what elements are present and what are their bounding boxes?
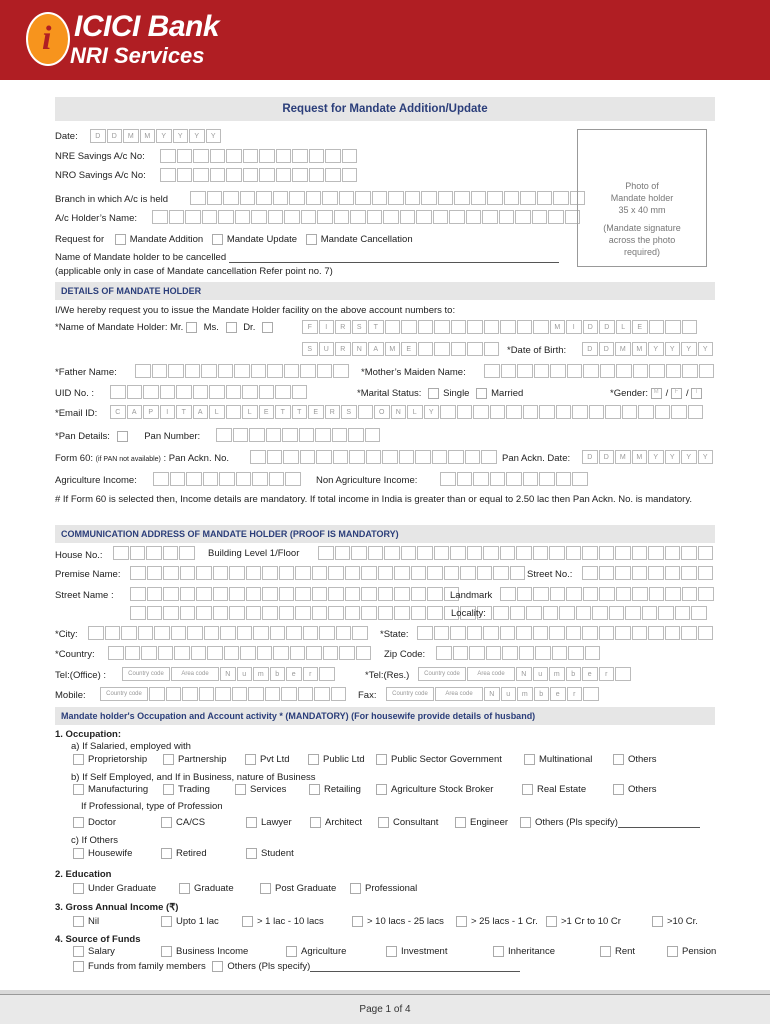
src-checkbox[interactable] [73,961,84,972]
occ-option: Real Estate [537,784,587,796]
occ-option: Retailing [324,784,361,796]
occ-option: Engineer [470,817,509,829]
building-input[interactable] [176,546,209,560]
street-no-label: Street No.: [527,569,573,580]
occ-option: Trading [178,784,210,796]
dr-label: Dr. [243,322,256,334]
occ-prof-options [455,817,508,828]
occ-checkbox[interactable] [455,817,466,828]
street-name-input[interactable] [130,587,460,601]
inc-option: >1 Cr to 10 Cr [561,916,621,928]
occ-prof-options [378,817,438,828]
inc-option: Nil [88,916,100,928]
form-title: Request for Mandate Addition/Update [55,97,715,121]
cancel-name-row [55,252,559,263]
edu-options [260,883,336,894]
name-title-row [55,322,277,333]
pan-row [55,431,200,442]
occ-checkbox[interactable] [161,817,172,828]
section-comm-heading: COMMUNICATION ADDRESS OF MANDATE HOLDER (PROOF IS MANDATORY) [55,525,715,543]
photo-text: (Mandate signature [603,223,681,233]
occupation-heading: 1. Occupation: [55,729,121,740]
date-box[interactable]: D [90,129,106,143]
mandate-update-label: Mandate Update [226,234,298,246]
src-checkbox[interactable] [667,946,678,957]
src-checkbox[interactable] [212,961,223,972]
occ-checkbox[interactable] [73,817,84,828]
occ-option: Manufacturing [88,784,149,796]
agri-label: Agriculture Income: [55,475,137,486]
inc-checkbox[interactable] [73,916,84,927]
inc-checkbox[interactable] [546,916,557,927]
city-label: *City: [55,629,78,640]
request-for-label: Request for [55,234,105,246]
photo-text: across the photo [608,235,676,245]
bank-subtitle: NRI Services [70,43,205,68]
inc-options [73,916,99,927]
occ-prof-options [520,817,700,828]
pan-ackn-date-label: Pan Ackn. Date: [502,453,571,464]
occ-option: Proprietorship [88,754,148,766]
occ-option: Consultant [393,817,439,829]
mr-checkbox[interactable] [186,322,197,333]
occ-option: Multinational [539,754,593,766]
uid-label: UID No. : [55,388,95,399]
occ-checkbox[interactable] [378,817,389,828]
occ-b-options [235,784,286,795]
src-option: Funds from family members [88,961,206,973]
occ-checkbox[interactable] [245,754,256,765]
src-checkbox[interactable] [493,946,504,957]
gender-row: *Gender: M / F / T [610,388,706,399]
nonagri-label: Non Agriculture Income: [316,475,418,486]
pan-checkbox[interactable] [117,431,128,442]
src-options [386,946,447,957]
mobile-label: Mobile: [55,690,86,701]
mother-label: *Mother’s Maiden Name: [361,367,466,378]
pan-number-label: Pan Number: [144,431,201,443]
src-options [73,946,115,957]
src-option: Pension [682,946,717,958]
mother-name-input[interactable] [484,364,715,378]
occ-checkbox[interactable] [163,784,174,795]
occ-option: Partnership [178,754,227,766]
src-options [493,946,555,957]
bank-name: ICICI Bank [74,10,220,43]
gender-label: *Gender: [610,388,649,400]
edu-checkbox[interactable] [350,883,361,894]
occ-option: Doctor [88,817,116,829]
occ-checkbox[interactable] [613,784,624,795]
src-option: Salary [88,946,115,958]
source-heading: 4. Source of Funds [55,934,141,945]
occ-option: Others [628,754,657,766]
form60-row [55,453,229,464]
request-for-row [55,234,413,245]
state-label: *State: [380,629,409,640]
occ-checkbox[interactable] [613,754,624,765]
photo-text: Mandate holder [610,193,674,203]
name-label: *Name of Mandate Holder: Mr. [55,322,184,334]
src-checkbox[interactable] [161,946,172,957]
pan-ackn-date-input[interactable]: D D M M Y Y Y Y [582,450,714,464]
tel-res-input[interactable]: Country code Area code N u m b e r [418,667,632,681]
date-box[interactable]: Y [189,129,205,143]
occ-a-options [308,754,365,765]
inc-options [456,916,538,927]
inc-checkbox[interactable] [242,916,253,927]
footer [0,990,770,1024]
occ-option: Agriculture Stock Broker [391,784,494,796]
occ-a-options [73,754,147,765]
occ-option: CA/CS [176,817,206,829]
landmark-label: Landmark [450,590,493,601]
form60-note-text: # If Form 60 is selected then, Income details are mandatory. If total income in India is greater than or equal to 2.50 lac then Pan Ackn. No. is mandatory. [55,494,693,505]
occ-option: Lawyer [261,817,292,829]
occ-option: Services [250,784,287,796]
inc-checkbox[interactable] [652,916,663,927]
inc-option: > 1 lac - 10 lacs [257,916,324,928]
src-checkbox[interactable] [286,946,297,957]
occ-option: Others (Pls specify) [535,817,618,829]
zip-label: Zip Code: [384,649,426,660]
building-label: Building Level 1/Floor [208,548,300,559]
father-name-input[interactable] [135,364,350,378]
nre-account-input[interactable] [160,149,358,163]
cancel-note: (applicable only in case of Mandate cancellation Refer point no. 7) [55,266,333,277]
nro-account-input[interactable] [160,168,358,182]
edu-options [350,883,417,894]
city-input[interactable] [88,626,369,640]
occ-c-options [246,848,294,859]
occ-option: Others [628,784,657,796]
mobile-input[interactable]: Country code [100,687,347,701]
occ-option: Public Sector Government [391,754,502,766]
occ-c-label: c) If Others [71,835,118,846]
occ-a-options [613,754,657,765]
occ-checkbox[interactable] [520,817,531,828]
occ-checkbox[interactable] [163,754,174,765]
form60-note: (if PAN not available) [95,456,161,463]
edu-option: Graduate [194,883,234,895]
edu-checkbox[interactable] [260,883,271,894]
occ-a-options [163,754,227,765]
street-name-label: Street Name : [55,590,114,601]
country-label: *Country: [55,649,95,660]
edu-options [73,883,156,894]
single-label: Single [443,388,470,400]
tel-res-label: *Tel:(Res.) [365,670,410,681]
occ-checkbox[interactable] [376,784,387,795]
gender-m-checkbox[interactable]: M [651,388,662,399]
occ-b-options [522,784,586,795]
branch-label: Branch in which A/c is held [55,194,169,205]
gender-t-checkbox[interactable]: T [691,388,702,399]
occ-prof-options [73,817,116,828]
date-box[interactable]: Y [156,129,172,143]
mandate-cancel-label: Mandate Cancellation [320,234,413,246]
page-number: Page 1 of 4 [0,994,770,1024]
src-option: Investment [401,946,448,958]
pan-number-input[interactable] [216,428,381,442]
occ-c-options [161,848,207,859]
marital-label: *Marital Status: [357,388,422,400]
occ-checkbox[interactable] [73,848,84,859]
house-label: House No.: [55,550,103,561]
income-heading: 3. Gross Annual Income (₹) [55,902,179,913]
occ-checkbox[interactable] [73,754,84,765]
occ-option: Student [261,848,294,860]
building-boxes[interactable] [318,546,714,560]
locality-label: Locality: [451,608,486,619]
inc-options [242,916,324,927]
occ-checkbox[interactable] [310,817,321,828]
tel-office-label: Tel:(Office) : [55,670,107,681]
inc-options [652,916,698,927]
fax-input[interactable]: Country code Area code N u m b e r [386,687,600,701]
holder-label: A/c Holder’s Name: [55,213,138,224]
src-options [600,946,635,957]
ms-label: Ms. [203,322,219,334]
mandate-addition-label: Mandate Addition [129,234,204,246]
occ-prof-options [246,817,292,828]
src-option: Inheritance [508,946,556,958]
education-heading: 2. Education [55,869,112,880]
dr-checkbox[interactable] [262,322,273,333]
occ-option: Housewife [88,848,133,860]
src-checkbox[interactable] [600,946,611,957]
edu-option: Professional [365,883,418,895]
date-box[interactable]: Y [173,129,189,143]
occ-a-options [524,754,592,765]
inc-checkbox[interactable] [456,916,467,927]
occ-b-options [163,784,210,795]
occ-checkbox[interactable] [308,754,319,765]
nre-label: NRE Savings A/c No: [55,151,145,162]
email-label: *Email ID: [55,408,98,419]
inc-options [352,916,444,927]
date-boxes[interactable] [90,129,222,143]
married-checkbox[interactable] [476,388,487,399]
inc-options [161,916,219,927]
date-box[interactable]: Y [206,129,222,143]
state-input[interactable] [417,626,714,640]
holder-name-input[interactable] [152,210,581,224]
occ-b-options [613,784,657,795]
ms-checkbox[interactable] [226,322,237,333]
photo-box [577,129,707,267]
occ-option: Pvt Ltd [260,754,290,766]
occ-checkbox[interactable] [522,784,533,795]
zip-input[interactable] [436,646,601,660]
dob-label: *Date of Birth: [507,345,567,356]
agri-income-input[interactable] [153,472,302,486]
edu-option: Post Graduate [275,883,337,895]
branch-input[interactable] [190,191,586,205]
edu-checkbox[interactable] [73,883,84,894]
country-input[interactable] [108,646,372,660]
src-checkbox[interactable] [73,946,84,957]
src-checkbox[interactable] [386,946,397,957]
premise-label: Premise Name: [55,569,121,580]
occ-option: Public Ltd [323,754,365,766]
occ-checkbox[interactable] [246,817,257,828]
src-option: Others (Pls specify) [227,961,311,973]
inc-options [546,916,621,927]
edu-checkbox[interactable] [179,883,190,894]
occ-prof-label: If Professional, type of Profession [81,801,223,812]
mandate-addition-checkbox[interactable] [115,234,126,245]
inc-option: Upto 1 lac [176,916,219,928]
cancel-name-input[interactable] [229,262,559,263]
single-checkbox[interactable] [428,388,439,399]
occ-a-options [245,754,290,765]
tel-office-input[interactable]: Country code Area code N u m b e r [122,667,336,681]
occ-b-options [309,784,361,795]
address-line-input[interactable] [130,606,708,620]
occ-checkbox[interactable] [161,848,172,859]
src-options [667,946,716,957]
father-label: *Father Name: [55,367,117,378]
premise-input[interactable] [130,566,526,580]
landmark-input[interactable] [500,587,715,601]
inc-option: > 10 lacs - 25 lacs [367,916,444,928]
occ-checkbox[interactable] [524,754,535,765]
occ-prof-options [161,817,205,828]
gender-f-checkbox[interactable]: F [671,388,682,399]
src-option: Business Income [176,946,249,958]
photo-text: 35 x 40 mm [618,205,666,215]
edu-option: Under Graduate [88,883,157,895]
occ-b-options [73,784,148,795]
pan-details-label: *Pan Details: [55,431,110,443]
uid-input[interactable] [110,385,308,399]
street-no-input[interactable] [582,566,714,580]
pan-ackn-label: : Pan Ackn. No. [163,453,230,464]
src-options [286,946,346,957]
inc-checkbox[interactable] [352,916,363,927]
photo-text: Photo of [625,181,659,191]
occ-option: Retired [176,848,207,860]
date-box[interactable]: D [107,129,123,143]
occ-a-options [376,754,502,765]
edu-options [179,883,234,894]
inc-option: >10 Cr. [667,916,698,928]
occ-b-label: b) If Self Employed, and If in Business, nature of Business [71,772,316,783]
mandate-update-checkbox[interactable] [212,234,223,245]
nro-label: NRO Savings A/c No: [55,170,146,181]
occ-c-options [73,848,132,859]
src-other-line[interactable] [310,971,520,972]
cancel-name-label: Name of Mandate holder to be cancelled [55,252,227,263]
occ-checkbox[interactable] [246,848,257,859]
date-box[interactable]: M [140,129,156,143]
occ-checkbox[interactable] [73,784,84,795]
married-label: Married [491,388,524,400]
src-options-2 [73,961,520,972]
nonagri-income-input[interactable] [440,472,589,486]
inc-checkbox[interactable] [161,916,172,927]
date-box[interactable]: M [123,129,139,143]
src-option: Rent [615,946,636,958]
pan-ackn-input[interactable] [250,450,498,464]
other-specify-line[interactable] [618,827,700,828]
occ-b-options [376,784,493,795]
occ-a-label: a) If Salaried, employed with [71,741,191,752]
name-boxes[interactable]: F I R S T M I D D L E [302,320,698,334]
date-label: Date: [55,131,78,142]
dob-boxes[interactable]: D D M M Y Y Y Y [582,342,714,356]
fax-label: Fax: [358,690,377,701]
photo-text: required) [623,247,661,257]
marital-row [357,388,523,399]
occ-checkbox[interactable] [309,784,320,795]
header-banner [0,0,770,80]
email-input[interactable]: C A P I T A L L E T T E R S O N L Y [110,405,704,419]
section-occupation-heading: Mandate holder's Occupation and Account activity * (MANDATORY) (For housewife provide details of husband) [55,707,715,725]
src-options [161,946,248,957]
surname-boxes[interactable]: S U R N A M E [302,342,500,356]
occ-option: Architect [325,817,362,829]
intro-text: I/We hereby request you to issue the Mandate Holder facility on the above account numbers to: [55,305,456,316]
form60-label: Form 60: [55,453,94,464]
src-option: Agriculture [301,946,347,958]
section-details-heading: DETAILS OF MANDATE HOLDER [55,282,715,300]
occ-checkbox[interactable] [235,784,246,795]
logo-letter: i [42,20,52,57]
mandate-cancel-checkbox[interactable] [306,234,317,245]
inc-option: > 25 lacs - 1 Cr. [471,916,538,928]
occ-checkbox[interactable] [376,754,387,765]
occ-prof-options [310,817,362,828]
